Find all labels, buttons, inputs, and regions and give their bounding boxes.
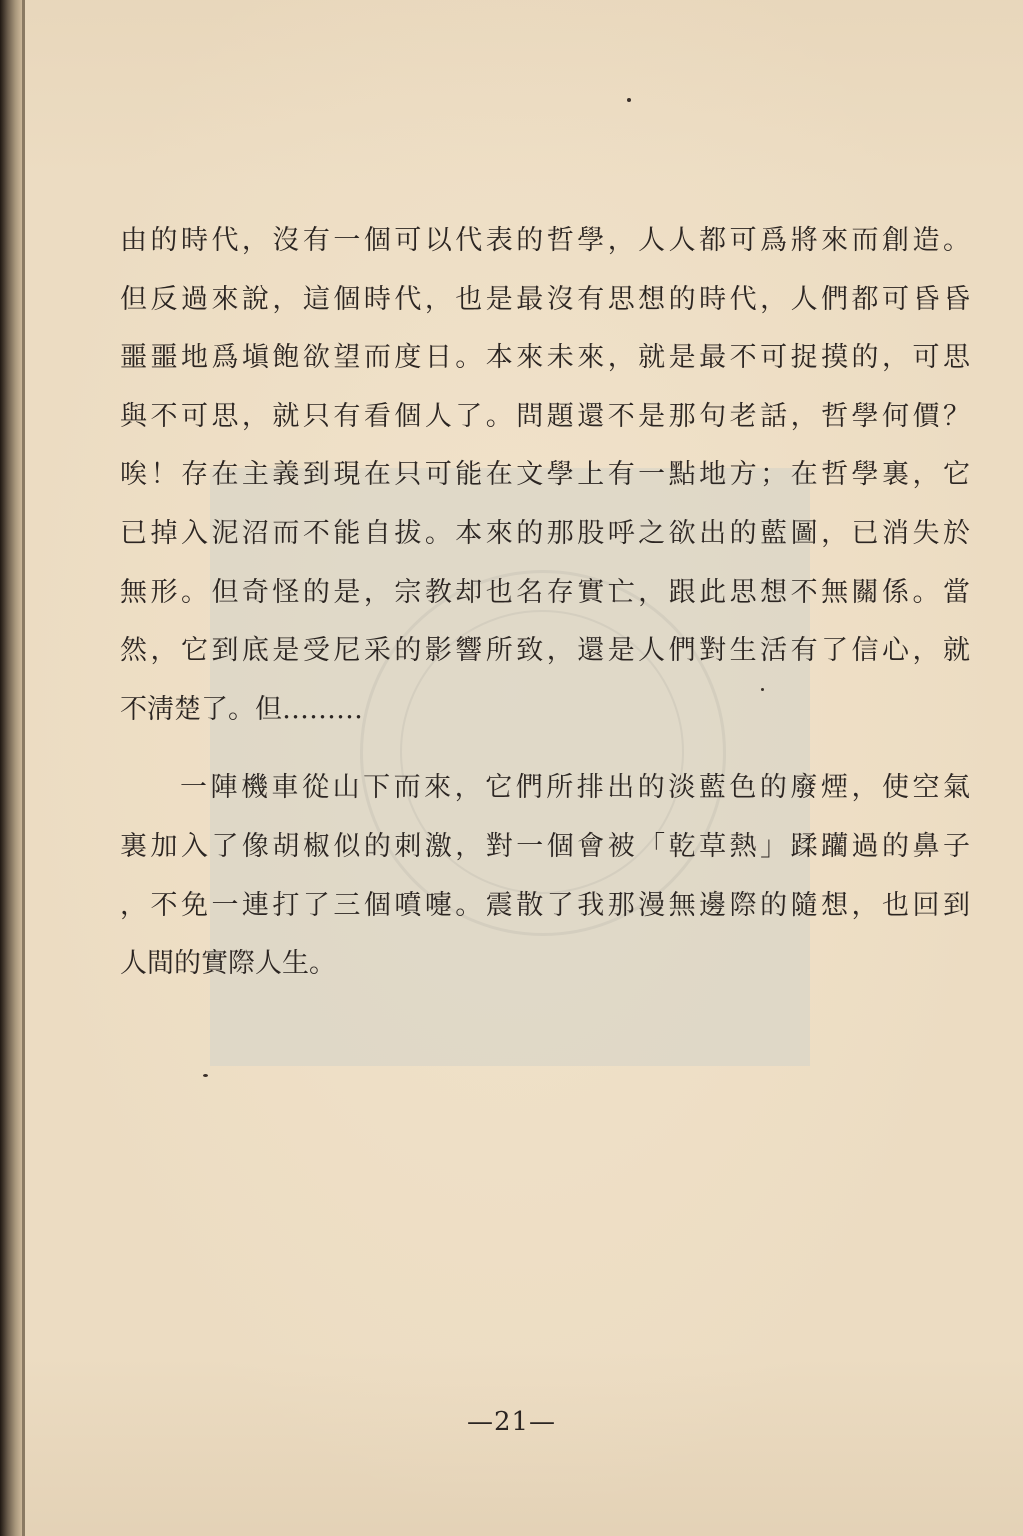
text-line: 但反過來說，這個時代，也是最沒有思想的時代，人們都可昏昏 [120,283,970,315]
paragraph-gap [120,739,970,759]
text-line: 與不可思，就只有看個人了。問題還不是那句老話，哲學何價？ [120,400,970,432]
text-line: 無形。但奇怪的是，宗教却也名存實亡，跟此思想不無關係。當 [120,576,970,608]
text-line: 噩噩地爲塡飽欲望而度日。本來未來，就是最不可捉摸的，可思 [120,342,970,374]
text-line: 然，它到底是受尼采的影響所致，還是人們對生活有了信心，就 [120,635,970,667]
page-number: —21— [466,1407,557,1437]
text-line: 不淸楚了。但……… [120,693,363,725]
spine-edge [22,0,25,1536]
body-text [120,212,970,994]
text-line: 一陣機車從山下而來，它們所排出的淡藍色的廢煙，使空氣 [180,772,970,804]
ink-speck [627,98,631,102]
text-line: 人間的實際人生。 [120,948,336,980]
book-spine [0,0,22,1536]
text-line: 已掉入泥沼而不能自拔。本來的那股呼之欲出的藍圖，已消失於 [120,517,970,549]
text-line: 由的時代，沒有一個可以代表的哲學，人人都可爲將來而創造。 [120,225,970,256]
text-line: 唉！存在主義到現在只可能在文學上有一點地方；在哲學裏，它 [120,459,970,491]
text-line: ，不免一連打了三個噴嚏。震散了我那漫無邊際的隨想，也回到 [120,889,970,921]
ink-speck [203,1074,208,1077]
text-line: 裏加入了像胡椒似的刺激，對一個會被「乾草熱」蹂躪過的鼻子 [120,830,970,862]
